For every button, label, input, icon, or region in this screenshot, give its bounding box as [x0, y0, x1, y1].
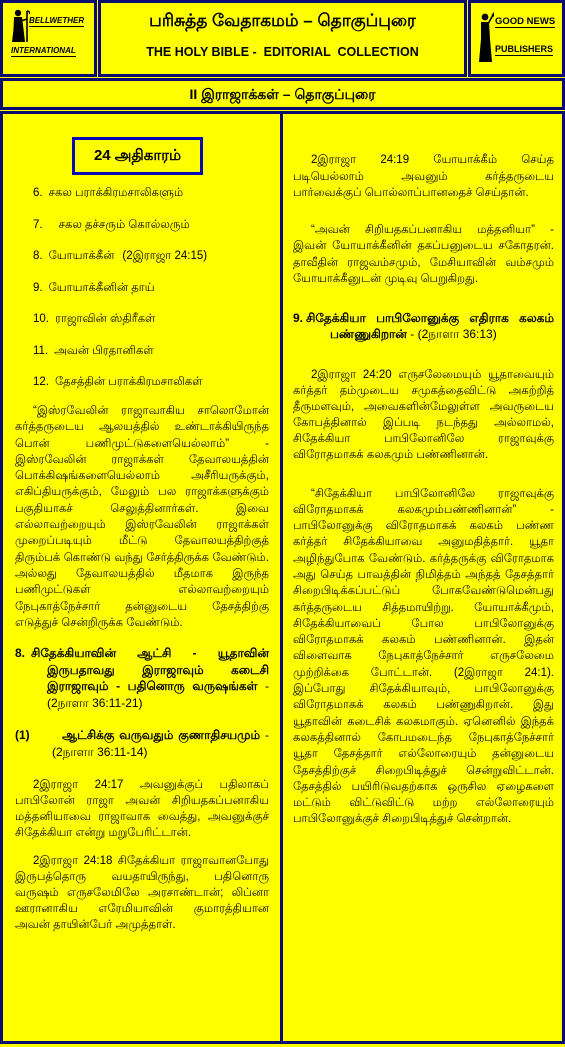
verse-paragraph-24-20: 2இராஜா 24:20 எருசலேமையும் யூதாவையும் கர்த்தர் தம்முடைய சமுகத்தைவிட்டு அகற்றித் தீருமளவும், அவைகளின்மேலுள்ள அவருடைய கோபத்தினால் இப்படி நடந்தது அல்லாமல், சிதேக்கியா பாபிலோனிலே ராஜாவுக்கு விரோதமாகக் கலகமும் பண்ணினான்.: [293, 368, 554, 461]
list-item: [15, 344, 269, 359]
list-item-number: 8.: [33, 250, 43, 262]
content-body: [0, 111, 565, 1044]
commentary-mattaniah: “அவன் சிறியதகப்பனாகிய மத்தனியா” - இவன் யோயாக்கீனின் தகப்பனுடைய சகோதரன். தாவீதின் ராஜவம்சமும், மேசியாவின் வம்சமும் யோயாக்கீனுடன் முடிவு பெறுகிறது.: [293, 223, 554, 285]
list-item-number: 7.: [33, 218, 43, 231]
logo-right-line1: GOOD NEWS: [495, 16, 556, 27]
page-title-english: THE HOLY BIBLE - EDITORIAL COLLECTION: [146, 45, 419, 59]
list-item: [15, 249, 269, 264]
section-title: சிதேக்கியாவின் ஆட்சி - யூதாவின் இருபதாவது இராஜாவும் கடைசி இராஜாவும் - பதினொரு வருஷங்கள்: [31, 646, 269, 694]
subsection-heading-1: [15, 727, 269, 760]
list-item-text: தேசத்தின் பராக்கிரமசாலிகள்: [55, 376, 203, 388]
section-heading-9: [293, 310, 554, 343]
list-item-number: 12.: [33, 376, 49, 388]
subsection-reference: - (2நாளா 36:11-14): [52, 728, 269, 759]
list-item-text: ராஜாவின் ஸ்திரீகள்: [55, 313, 156, 325]
section-number: 8.: [15, 646, 26, 661]
logo-left-line2: INTERNATIONAL: [11, 46, 76, 55]
list-item: [15, 312, 269, 327]
intro-paragraph: “இஸ்ரவேலின் ராஜாவாகிய சாலொமோன் கர்த்தருடைய ஆலயத்தில் உண்டாக்கியிருந்த பொன் பணிமுட்டுகளையெல்லாம்” - இஸ்ரவேலின் ராஜாக்கள் தேவாலயத்தின் பொக்கிஷங்களையெல்லாம் அசீரியருக்கும், எகிப்தியருக்கும், மேலும் பல ராஜாக்களுக்கும் பகுதியாகச் செலுத்தினார்கள். இவை எல்லாவற்றையும் இஸ்ரவேலின் ராஜாக்கள் முறைப்படியும் மீட்டு தேவாலயத்திற்குத் திரும்பக் கொண்டு வந்து சேர்த்திருக்க வேண்டும். அல்லது தேவாலயத்தில் மீதமாக இருந்த பணிமுட்டுகள் எல்லாவற்றையும் நேபுகாத்நேச்சார் தன்னுடைய தேசத்திற்கு எடுத்துச் சென்றிருக்க வேண்டும்.: [15, 405, 269, 629]
list-item-reference: (2இராஜா 24:15): [122, 250, 208, 262]
bellwether-logo: [0, 0, 97, 77]
section-reference: - (2நாளா 36:11-21): [47, 679, 269, 710]
list-item: [15, 218, 269, 233]
list-item-text: சகல பராக்கிரமசாலிகளும்: [48, 187, 184, 199]
title-box: [98, 0, 467, 77]
book-subtitle: II இராஜாக்கள் – தொகுப்புரை: [189, 86, 376, 102]
list-item-text: அவன் பிரதானிகள்: [54, 344, 154, 357]
good-news-logo: [468, 0, 565, 77]
list-item-number: 11.: [33, 344, 49, 357]
list-item-text: யோயாக்கீனின் தாய்: [48, 281, 155, 294]
list-item-number: 9.: [33, 281, 43, 294]
right-column: [283, 114, 562, 1041]
subsection-title: ஆட்சிக்கு வருவதும் குணாதிசயமும்: [62, 728, 261, 743]
list-item-text: சகல தச்சரும் கொல்லரும்: [58, 218, 190, 231]
commentary-rebellion: “சிதேக்கியா பாபிலோனிலே ராஜாவுக்கு விரோதமாகக் கலகமும்பண்ணினான்” - பாபிலோனுக்கு விரோதமாகக் கலகம் பண்ண கர்த்தர் சிதேக்கியாவை அனுமதித்தார். யூதா அழிந்துபோக வேண்டும். கர்த்தருக்கு விரோதமாக அது செய்த பாவத்தின் நிமித்தம் அந்தத் தேசத்தார் சிறைபிடிக்கப்பட்டுப் போகவேண்டுமென்பது கர்த்தருடைய சித்தமாயிற்று. யோயாக்கீமும், சிதேக்கியாவைப் போல பாபிலோனுக்கு விரோதமாகக் கலகம் பண்ணினான். இதன் விளைவாக நேபுகாத்நேச்சார் எருசலேமை முற்றிக்கை போட்டான். (2இராஜா 24:1). இப்போது சிதேக்கியாவும், பாபிலோனுக்கு விரோதமாகக் கலகம் பண்ணுகிறான். இது யூதாவின் கடைசிக் கலகமாகும். ஏனெனில் இந்தக் கலகத்தினால் கோபமடைந்த நேபுகாத்நேச்சார் யூதா தேசத்தார் எல்லோரையும் தன்னுடைய தேசத்திற்குச் சிறைபிடித்துச் சென்றுவிட்டான். தேசத்தில் பயிரிடுவதற்காக ஒருசில ஏழைகளை மட்டும் விட்டுவிட்டு மற்ற எல்லோரையும் பாபிலோனுக்குச் சிறைபிடித்துச் சென்றான்.: [293, 487, 554, 826]
left-column: [3, 114, 280, 1041]
section-title: சிதேக்கியா பாபிலோனுக்கு எதிராக கலகம் பண்ணுகிறான்: [306, 310, 554, 341]
list-item: [15, 186, 269, 201]
list-item-number: 6.: [33, 187, 43, 199]
section-heading-8: [15, 645, 269, 711]
section-number: 9.: [293, 310, 304, 325]
page-title-tamil: பரிசுத்த வேதாகமம் – தொகுப்புரை: [149, 11, 416, 30]
book-subtitle-bar: [0, 78, 565, 110]
shepherd-figure-icon: [10, 9, 30, 43]
section-reference: - (2நாளா 36:13): [410, 327, 497, 341]
list-item-number: 10.: [33, 313, 49, 325]
logo-left-line1: BELLWETHER: [29, 16, 85, 25]
list-item-text: யோயாக்கீன்: [48, 250, 115, 262]
list-item: [15, 281, 269, 296]
logo-right-line2: PUBLISHERS: [495, 44, 554, 54]
list-item: [15, 375, 269, 390]
verse-paragraph-24-18: 2இராஜா 24:18 சிதேக்கியா ராஜாவானபோது இருபத்தொரு வயதாயிருந்து, பதினொரு வருஷம் எருசலேமிலே அரசாண்டான்; லிப்னா ஊரானாகிய எரேமியாவின் குமாரத்தியான அவன் தாயின்பேர் அமுத்தாள்.: [15, 855, 269, 932]
verse-paragraph-24-19: 2இராஜா 24:19 யோயாக்கீம் செய்த படியெல்லாம் அவனும் கர்த்தருடைய பார்வைக்குப் பொல்லாப்பானதைச் செய்தான்.: [293, 154, 554, 199]
item-list: [15, 186, 269, 390]
verse-paragraph-24-17: 2இராஜா 24:17 அவனுக்குப் பதிலாகப் பாபிலோன் ராஜா அவன் சிறியதகப்பனாகிய மத்தனியாவை ராஜாவாக வைத்து, அவனுக்குச் சிதேக்கியா என்று மறுபேரிட்டான்.: [15, 779, 269, 840]
herald-figure-icon: [478, 11, 494, 63]
subsection-number: (1): [15, 728, 30, 743]
chapter-label: 24 அதிகாரம்: [72, 137, 203, 175]
